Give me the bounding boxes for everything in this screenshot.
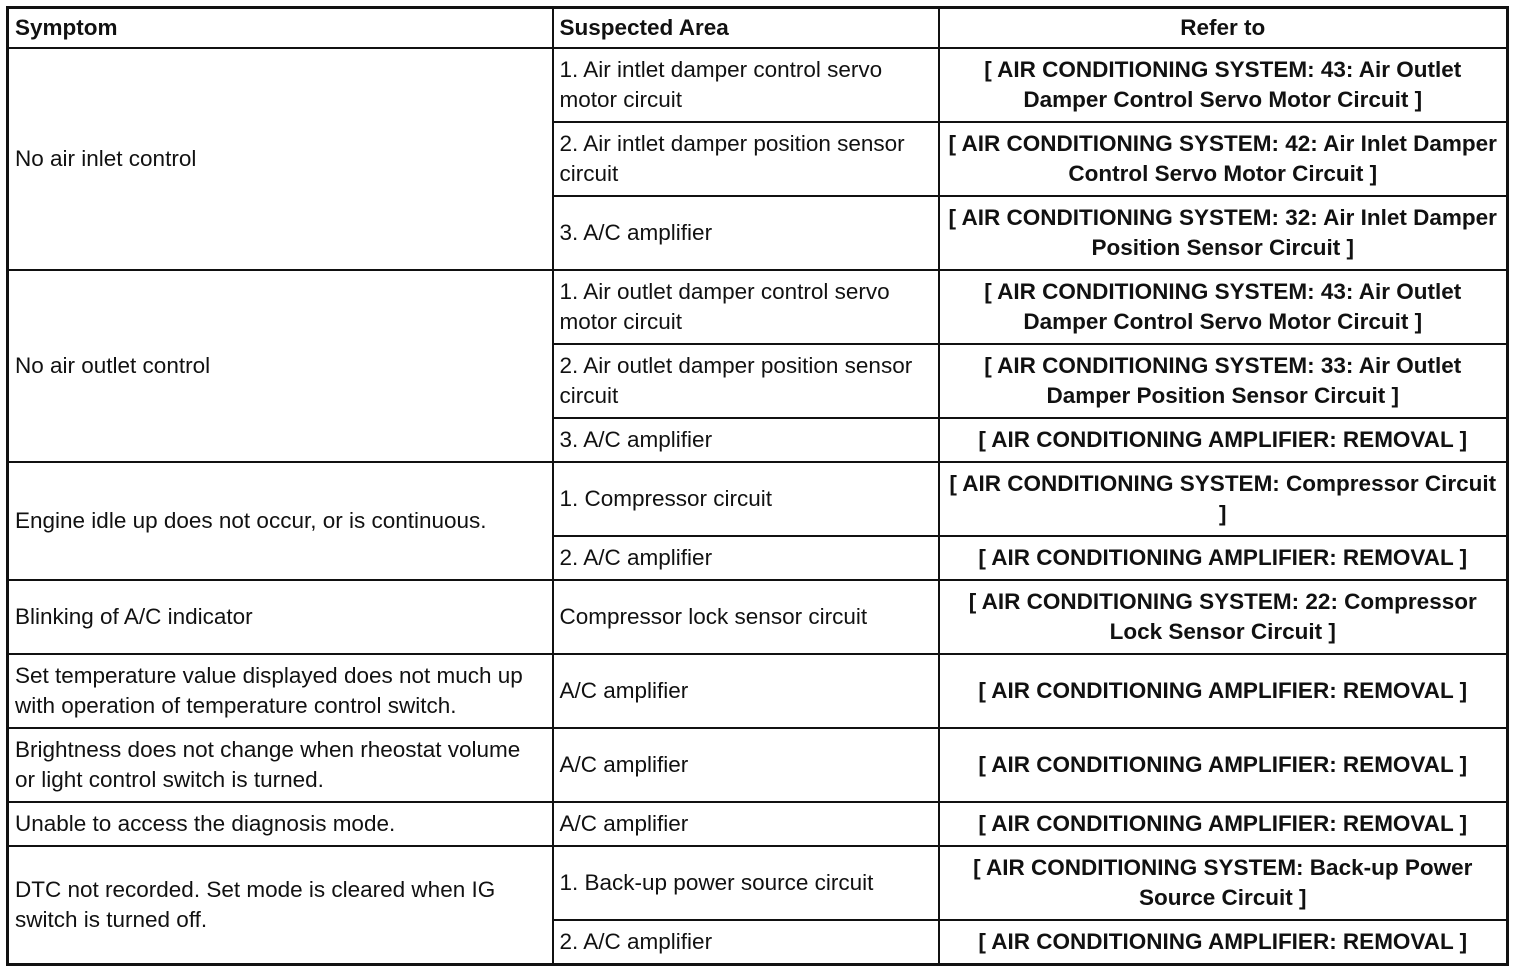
refer-to-link[interactable]: [ AIR CONDITIONING AMPLIFIER: REMOVAL ] (939, 536, 1508, 580)
suspected-area-cell: 2. Air outlet damper position sensor circuit (553, 344, 939, 418)
table-row (8, 270, 1508, 344)
header-symptom: Symptom (8, 8, 553, 49)
refer-to-link[interactable]: [ AIR CONDITIONING AMPLIFIER: REMOVAL ] (939, 418, 1508, 462)
suspected-area-cell: A/C amplifier (553, 728, 939, 802)
suspected-area-cell: 2. A/C amplifier (553, 920, 939, 965)
refer-to-link[interactable]: [ AIR CONDITIONING SYSTEM: 22: Compressor Lock Sensor Circuit ] (939, 580, 1508, 654)
table-body (8, 48, 1508, 965)
problem-symptoms-table (6, 6, 1509, 966)
table-row (8, 654, 1508, 728)
suspected-area-cell: Compressor lock sensor circuit (553, 580, 939, 654)
suspected-area-cell: A/C amplifier (553, 654, 939, 728)
symptom-cell: Unable to access the diagnosis mode. (8, 802, 553, 846)
refer-to-link[interactable]: [ AIR CONDITIONING SYSTEM: 43: Air Outlet Damper Control Servo Motor Circuit ] (939, 48, 1508, 122)
symptom-cell: Brightness does not change when rheostat volume or light control switch is turned. (8, 728, 553, 802)
symptom-cell: DTC not recorded. Set mode is cleared when IG switch is turned off. (8, 846, 553, 965)
refer-to-link[interactable]: [ AIR CONDITIONING SYSTEM: 33: Air Outlet Damper Position Sensor Circuit ] (939, 344, 1508, 418)
suspected-area-cell: 1. Air intlet damper control servo motor circuit (553, 48, 939, 122)
header-row (8, 8, 1508, 49)
symptom-cell: Engine idle up does not occur, or is continuous. (8, 462, 553, 580)
suspected-area-cell: 2. Air intlet damper position sensor circuit (553, 122, 939, 196)
symptom-cell: Blinking of A/C indicator (8, 580, 553, 654)
symptom-cell: Set temperature value displayed does not much up with operation of temperature control switch. (8, 654, 553, 728)
symptom-cell: No air outlet control (8, 270, 553, 462)
refer-to-link[interactable]: [ AIR CONDITIONING SYSTEM: 32: Air Inlet Damper Position Sensor Circuit ] (939, 196, 1508, 270)
refer-to-link[interactable]: [ AIR CONDITIONING SYSTEM: Back-up Power Source Circuit ] (939, 846, 1508, 920)
suspected-area-cell: 1. Compressor circuit (553, 462, 939, 536)
suspected-area-cell: 1. Air outlet damper control servo motor circuit (553, 270, 939, 344)
refer-to-link[interactable]: [ AIR CONDITIONING SYSTEM: 42: Air Inlet Damper Control Servo Motor Circuit ] (939, 122, 1508, 196)
suspected-area-cell: 3. A/C amplifier (553, 196, 939, 270)
refer-to-link[interactable]: [ AIR CONDITIONING AMPLIFIER: REMOVAL ] (939, 654, 1508, 728)
table-row (8, 728, 1508, 802)
table-header (8, 8, 1508, 49)
table-row (8, 802, 1508, 846)
refer-to-link[interactable]: [ AIR CONDITIONING SYSTEM: Compressor Circuit ] (939, 462, 1508, 536)
suspected-area-cell: 2. A/C amplifier (553, 536, 939, 580)
refer-to-link[interactable]: [ AIR CONDITIONING SYSTEM: 43: Air Outlet Damper Control Servo Motor Circuit ] (939, 270, 1508, 344)
table-row (8, 462, 1508, 536)
refer-to-link[interactable]: [ AIR CONDITIONING AMPLIFIER: REMOVAL ] (939, 802, 1508, 846)
refer-to-link[interactable]: [ AIR CONDITIONING AMPLIFIER: REMOVAL ] (939, 728, 1508, 802)
table-row (8, 580, 1508, 654)
header-suspected-area: Suspected Area (553, 8, 939, 49)
suspected-area-cell: 1. Back-up power source circuit (553, 846, 939, 920)
suspected-area-cell: A/C amplifier (553, 802, 939, 846)
suspected-area-cell: 3. A/C amplifier (553, 418, 939, 462)
header-refer-to: Refer to (939, 8, 1508, 49)
table-row (8, 48, 1508, 122)
symptom-cell: No air inlet control (8, 48, 553, 270)
refer-to-link[interactable]: [ AIR CONDITIONING AMPLIFIER: REMOVAL ] (939, 920, 1508, 965)
table-row (8, 846, 1508, 920)
